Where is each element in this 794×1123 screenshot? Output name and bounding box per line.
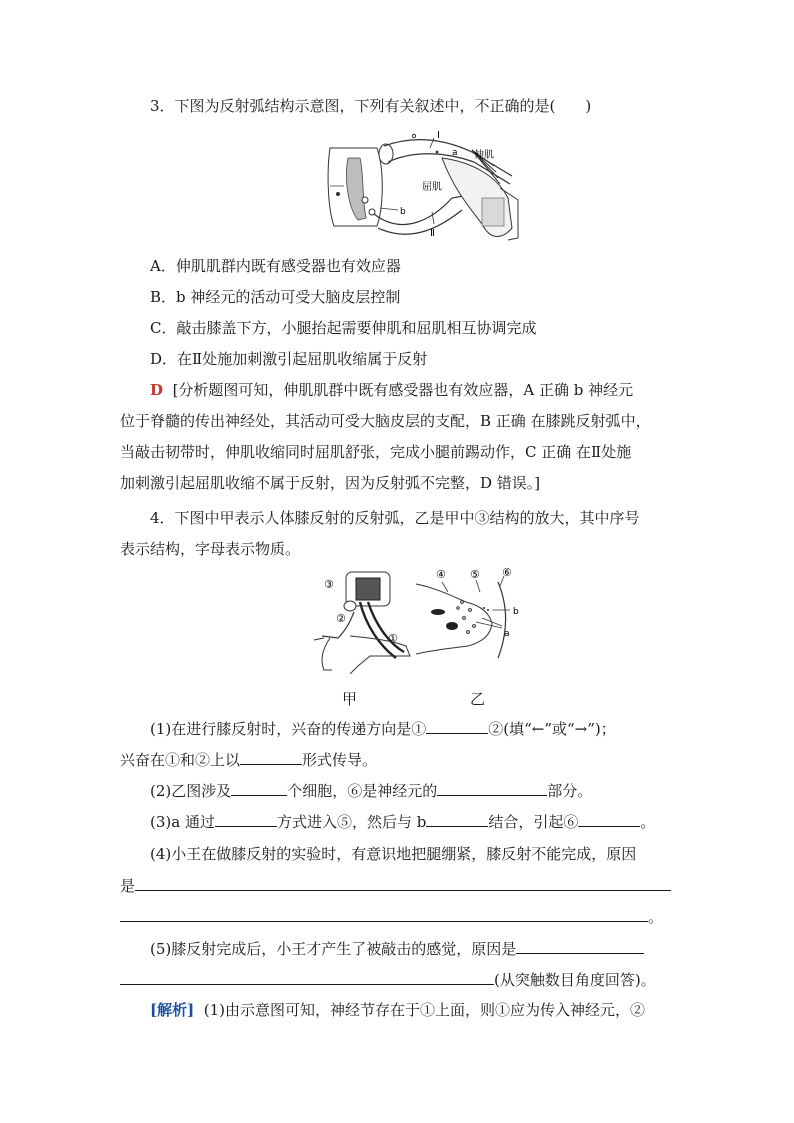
jiexi-tag: [解析] xyxy=(150,1001,195,1019)
fig-label-2: ② xyxy=(336,612,346,625)
answer-blank[interactable] xyxy=(516,938,644,954)
q4-stem-line-1: 4．下图中甲表示人体膝反射的反射弧，乙是甲中③结构的放大，其中序号 xyxy=(150,509,640,527)
label-extensor: 伸肌 xyxy=(474,150,494,161)
q4-part-3: (3)a 通过 方式进入⑤，然后与 b 结合，引起⑥ 。 xyxy=(150,813,656,831)
reflex-arc-figure xyxy=(322,128,522,250)
q3-option-d: D．在Ⅱ处施加刺激引起屈肌收缩属于反射 xyxy=(150,350,428,368)
fig-label-4: ④ xyxy=(436,568,446,581)
label-b: b xyxy=(400,207,406,217)
answer-blank[interactable] xyxy=(578,811,640,827)
answer-blank[interactable] xyxy=(120,906,648,922)
q3-option-a: A．伸肌肌群内既有感受器也有效应器 xyxy=(150,257,401,275)
fig-label-b: b xyxy=(513,607,519,617)
q3-option-c: C．敲击膝盖下方，小腿抬起需要伸肌和屈肌相互协调完成 xyxy=(150,319,537,337)
caption-jia: 甲 xyxy=(342,690,358,708)
q4-analysis: [解析] (1)由示意图可知，神经节存在于①上面，则①应为传入神经元，② xyxy=(150,1001,646,1019)
q4-part-5-line-1: (5)膝反射完成后，小王才产生了被敲击的感觉，原因是 xyxy=(150,938,644,959)
fig-label-6: ⑥ xyxy=(502,566,512,579)
q3-option-b: B．b 神经元的活动可受大脑皮层控制 xyxy=(150,288,401,306)
answer-blank[interactable] xyxy=(437,780,547,796)
answer-blank[interactable] xyxy=(240,749,302,765)
q3-analysis-line-3: 当敲击韧带时，伸肌收缩同时屈肌舒张，完成小腿前踢动作，C 正确 在Ⅱ处施 xyxy=(120,443,632,461)
fig-label-1: ① xyxy=(388,632,398,645)
answer-blank[interactable] xyxy=(426,811,488,827)
answer-blank[interactable] xyxy=(135,875,671,891)
label-a: a xyxy=(452,148,458,158)
synapse-figure xyxy=(412,566,528,666)
fig-label-5: ⑤ xyxy=(470,568,480,581)
q3-stem: 3．下图为反射弧结构示意图，下列有关叙述中，不正确的是( ) xyxy=(150,97,592,115)
q4-part-4-line-1: (4)小王在做膝反射的实验时，有意识地把腿绷紧，膝反射不能完成，原因 xyxy=(150,845,637,863)
caption-yi: 乙 xyxy=(470,690,486,708)
q4-part-4-line-3: 。 xyxy=(120,906,663,927)
q4-stem-line-2: 表示结构，字母表示物质。 xyxy=(120,540,301,558)
q3-analysis-line-1: D [分析题图可知，伸肌肌群中既有感受器也有效应器，A 正确 b 神经元 xyxy=(150,381,634,399)
q3-analysis-line-4: 加刺激引起屈肌收缩不属于反射，因为反射弧不完整，D 错误。] xyxy=(120,474,541,492)
knee-reflex-figure xyxy=(310,566,420,678)
q3-answer-letter: D xyxy=(150,381,164,399)
q4-part-2: (2)乙图涉及 个细胞，⑥是神经元的 部分。 xyxy=(150,782,593,800)
q3-analysis-line-2: 位于脊髓的传出神经处，其活动可受大脑皮层的支配，B 正确 在膝跳反射弧中， xyxy=(120,412,651,430)
label-flexor: 屈肌 xyxy=(422,182,442,193)
q4-part-5-line-2: (从突触数目角度回答)。 xyxy=(120,969,656,990)
fig-label-3: ③ xyxy=(324,578,334,591)
answer-blank[interactable] xyxy=(215,811,277,827)
answer-blank[interactable] xyxy=(120,969,494,985)
q4-part-4-line-2: 是 xyxy=(120,875,671,896)
label-I: Ⅰ xyxy=(437,130,440,141)
label-II: Ⅱ xyxy=(430,228,435,239)
fig-label-a: a xyxy=(504,629,510,639)
q4-part-1-line-2: 兴奋在①和②上以 形式传导。 xyxy=(120,751,378,769)
q4-part-1-line-1: (1)在进行膝反射时，兴奋的传递方向是① ②(填“←”或“→”)； xyxy=(150,720,616,738)
answer-blank[interactable] xyxy=(426,718,488,734)
answer-blank[interactable] xyxy=(231,780,287,796)
